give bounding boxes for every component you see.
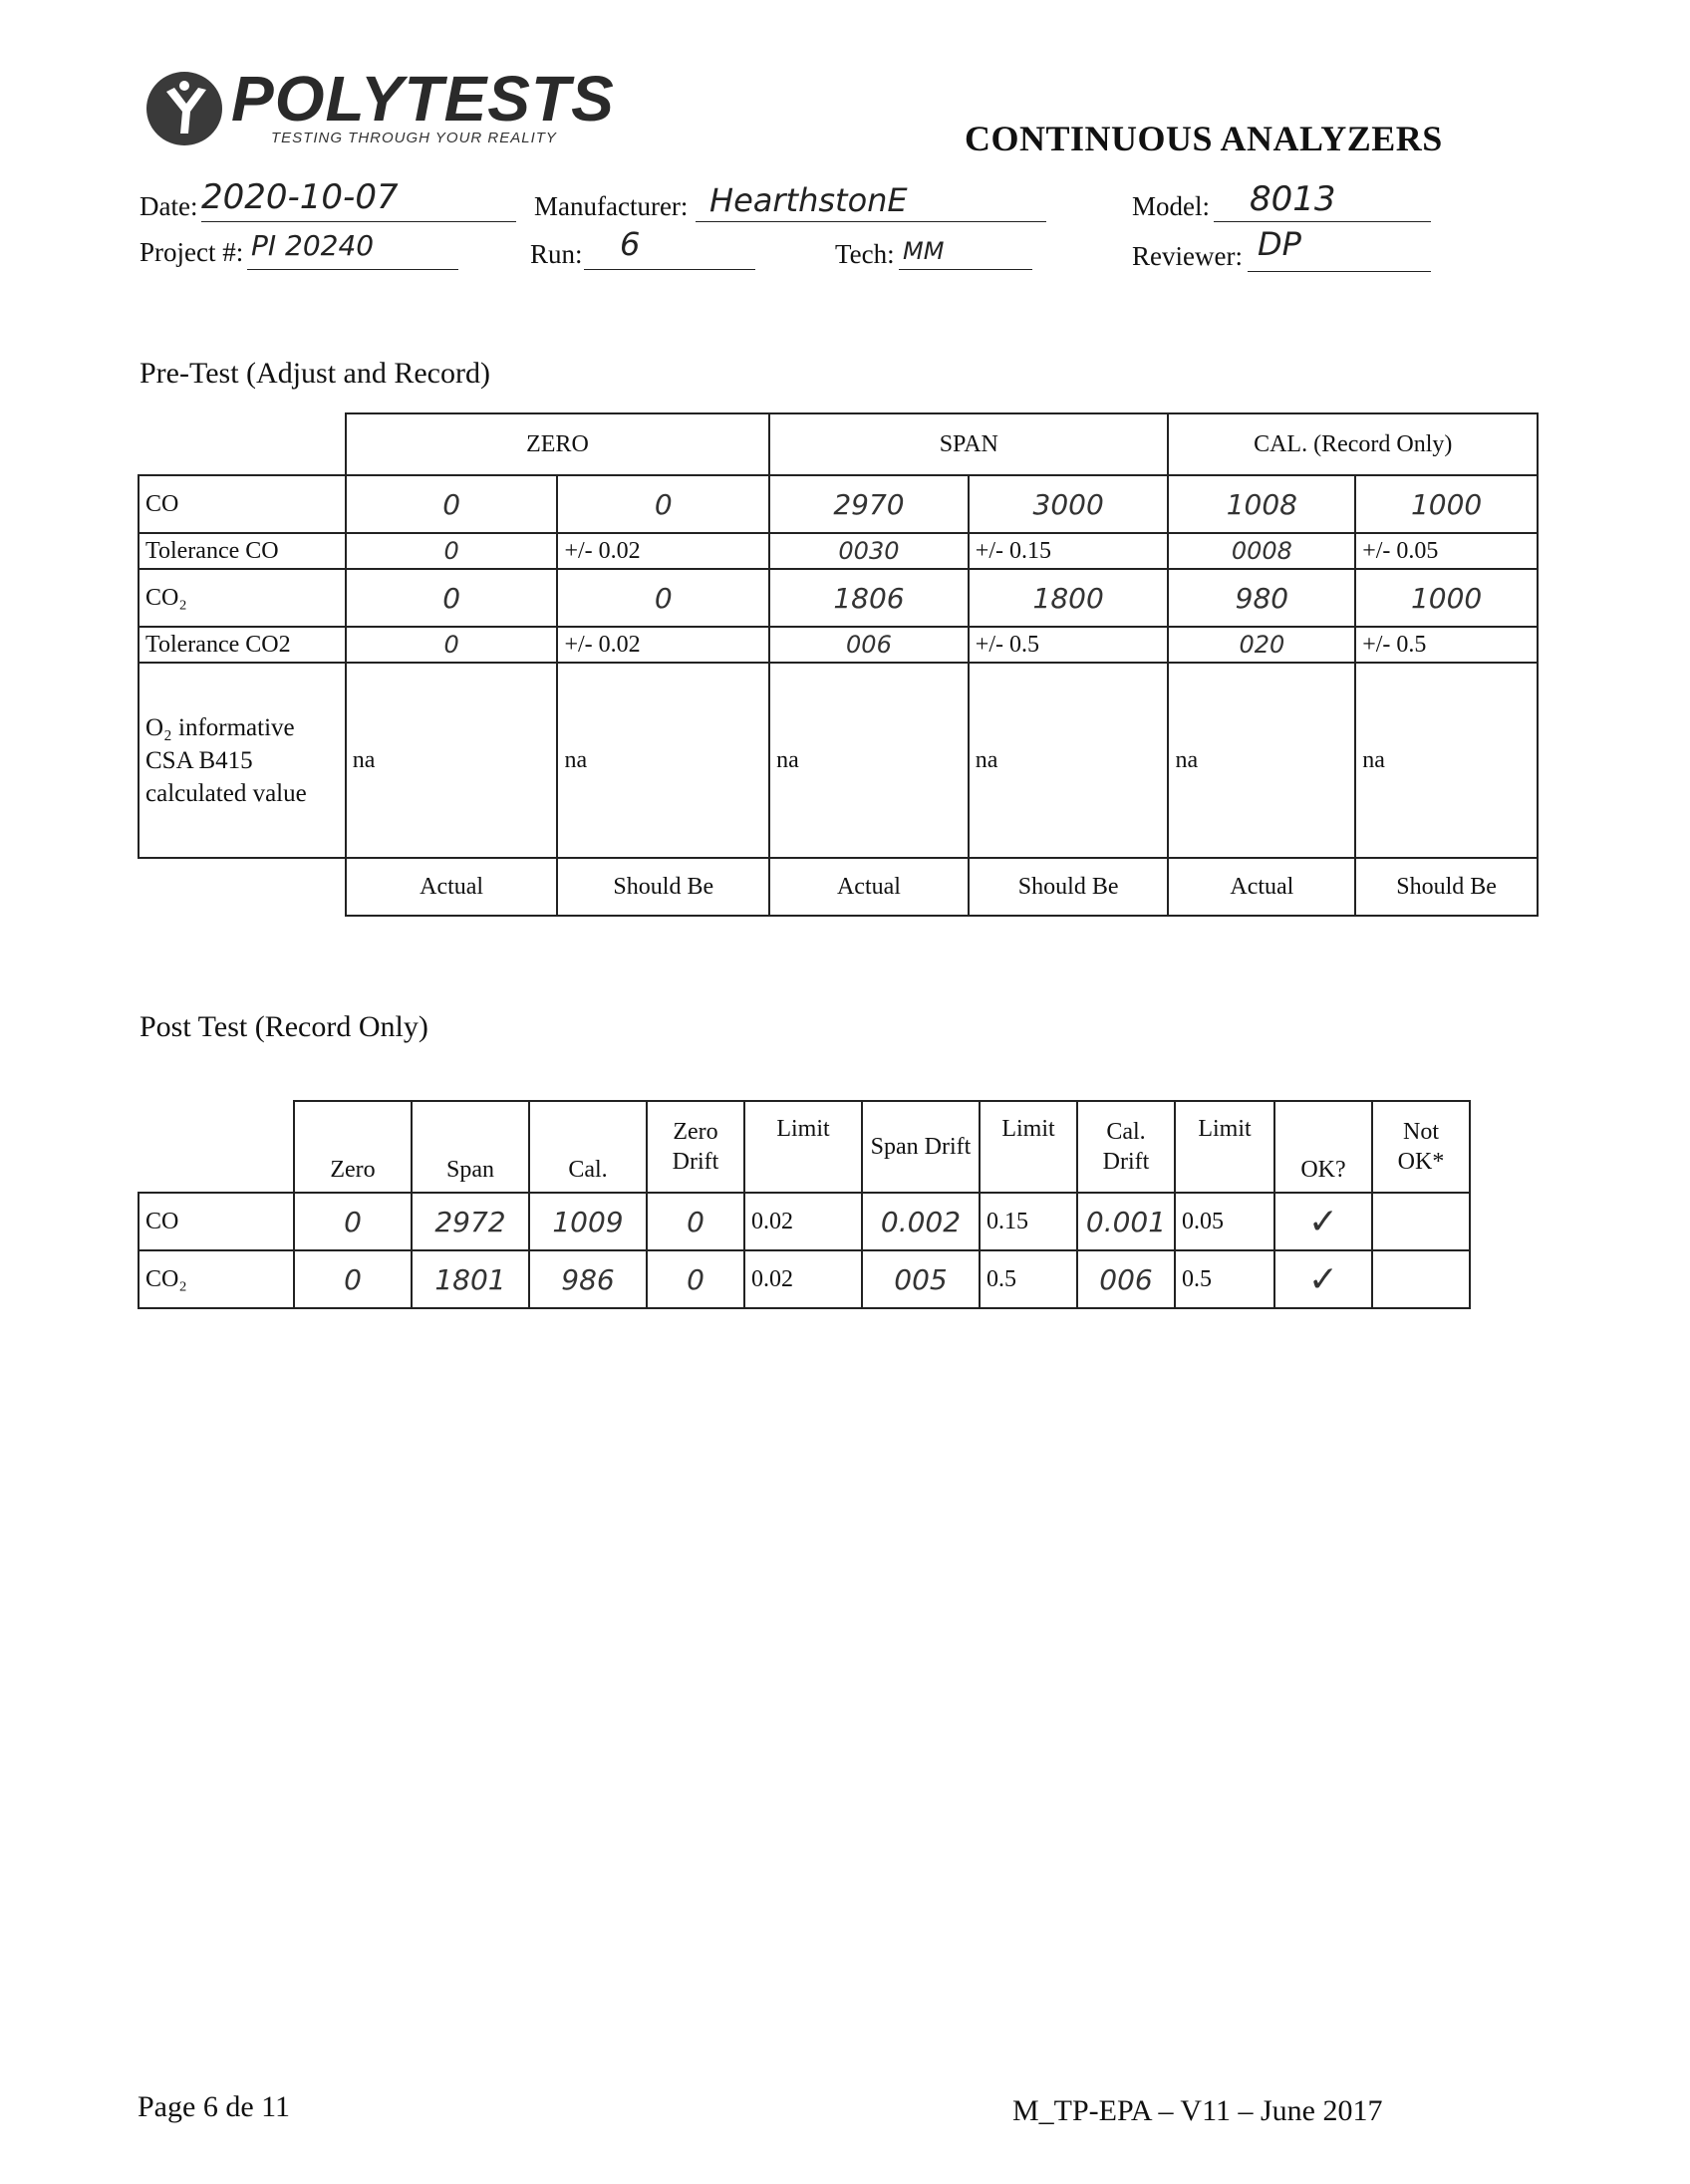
ok-checkmark: ✓ [1274, 1193, 1372, 1250]
header-limit: Limit [744, 1101, 862, 1193]
reviewer-label: Reviewer: [1132, 241, 1243, 271]
cell: 0 [294, 1193, 412, 1250]
cell: 0.05 [1175, 1193, 1274, 1250]
cell: 0 [294, 1250, 412, 1308]
pretest-group-cal: CAL. (Record Only) [1168, 413, 1538, 475]
row-label: O₂ informative CSA B415 calculated value [139, 663, 346, 858]
pretest-group-span: SPAN [769, 413, 1168, 475]
footer-cell: Actual [769, 858, 969, 916]
date-line [201, 221, 516, 222]
cell: 0.02 [744, 1250, 862, 1308]
header-span: Span [412, 1101, 529, 1193]
cell: +/- 0.02 [557, 533, 769, 569]
cell: 0 [346, 475, 558, 533]
header-ok: OK? [1274, 1101, 1372, 1193]
manufacturer-line [696, 221, 1046, 222]
cell: 0.5 [1175, 1250, 1274, 1308]
row-label: CO₂ [139, 569, 346, 627]
cell: 0 [346, 533, 558, 569]
cell: 0 [647, 1250, 744, 1308]
pretest-row-co [139, 475, 1538, 533]
cell: na [346, 663, 558, 858]
cell: 1800 [969, 569, 1169, 627]
cell: 1000 [1355, 475, 1538, 533]
header-limit: Limit [980, 1101, 1077, 1193]
cell: 0.15 [980, 1193, 1077, 1250]
cell: 0.5 [980, 1250, 1077, 1308]
cell: 0 [346, 569, 558, 627]
header-limit: Limit [1175, 1101, 1274, 1193]
cell: 0.02 [744, 1193, 862, 1250]
ok-checkmark: ✓ [1274, 1250, 1372, 1308]
row-label: Tolerance CO2 [139, 627, 346, 663]
cell: 2970 [769, 475, 969, 533]
footer-cell: Actual [346, 858, 558, 916]
date-value: 2020-10-07 [201, 177, 399, 217]
tech-label: Tech: [835, 239, 895, 269]
cell: 0 [647, 1193, 744, 1250]
cell: 0030 [769, 533, 969, 569]
cell: 1806 [769, 569, 969, 627]
cell: 2972 [412, 1193, 529, 1250]
cell [1372, 1250, 1470, 1308]
cell: 006 [1077, 1250, 1175, 1308]
cell: +/- 0.05 [1355, 533, 1538, 569]
pretest-table [138, 412, 1539, 917]
cell: na [1355, 663, 1538, 858]
header-not-ok: Not OK* [1372, 1101, 1470, 1193]
cell [1372, 1193, 1470, 1250]
row-label: CO₂ [139, 1250, 294, 1308]
project-label: Project #: [140, 237, 244, 267]
posttest-title: Post Test (Record Only) [140, 1010, 428, 1043]
model-label: Model: [1132, 191, 1210, 221]
cell: 1000 [1355, 569, 1538, 627]
logo-wordmark: POLYTESTS [231, 63, 615, 135]
footer-cell: Actual [1168, 858, 1355, 916]
row-label: CO [139, 475, 346, 533]
cell: 0 [346, 627, 558, 663]
header-zero-drift: Zero Drift [647, 1101, 744, 1193]
polytests-logo-icon [144, 70, 224, 147]
header-span-drift: Span Drift [862, 1101, 980, 1193]
cell: 980 [1168, 569, 1355, 627]
model-value: 8013 [1250, 179, 1336, 219]
footer-cell: Should Be [1355, 858, 1538, 916]
cell: +/- 0.5 [1355, 627, 1538, 663]
cell: 1801 [412, 1250, 529, 1308]
model-line [1214, 221, 1431, 222]
footer-cell: Should Be [557, 858, 769, 916]
pretest-title: Pre-Test (Adjust and Record) [140, 357, 490, 390]
posttest-corner [139, 1101, 294, 1193]
pretest-row-tolerance-co [139, 533, 1538, 569]
cell: na [969, 663, 1169, 858]
cell: 0.002 [862, 1193, 980, 1250]
run-label: Run: [530, 239, 583, 269]
logo-tagline: TESTING THROUGH YOUR REALITY [271, 130, 557, 146]
pretest-corner [139, 413, 346, 475]
tech-line [899, 269, 1032, 270]
pretest-footer-row [139, 858, 1538, 916]
cell: 3000 [969, 475, 1169, 533]
cell: na [1168, 663, 1355, 858]
project-value: PI 20240 [251, 229, 375, 262]
pretest-footer-corner [139, 858, 346, 916]
pretest-group-zero: ZERO [346, 413, 769, 475]
document-title: CONTINUOUS ANALYZERS [965, 119, 1443, 158]
document-id: M_TP-EPA – V11 – June 2017 [1012, 2094, 1383, 2127]
cell: na [769, 663, 969, 858]
reviewer-value: DP [1258, 225, 1301, 263]
cell: 020 [1168, 627, 1355, 663]
cell: 005 [862, 1250, 980, 1308]
header-cal: Cal. [529, 1101, 647, 1193]
manufacturer-value: HearthstonE [709, 181, 908, 219]
cell: 1009 [529, 1193, 647, 1250]
cell: 0.001 [1077, 1193, 1175, 1250]
run-line [584, 269, 755, 270]
pretest-row-co2 [139, 569, 1538, 627]
date-label: Date: [140, 191, 198, 221]
cell: 0 [557, 475, 769, 533]
posttest-row-co2 [139, 1250, 1470, 1308]
header-zero: Zero [294, 1101, 412, 1193]
reviewer-line [1248, 271, 1431, 272]
cell: +/- 0.5 [969, 627, 1169, 663]
tech-value: MM [903, 237, 945, 265]
project-line [247, 269, 458, 270]
posttest-row-co [139, 1193, 1470, 1250]
cell: 006 [769, 627, 969, 663]
footer-cell: Should Be [969, 858, 1169, 916]
posttest-table [138, 1100, 1471, 1309]
row-label: Tolerance CO [139, 533, 346, 569]
run-value: 6 [620, 225, 641, 263]
cell: 0008 [1168, 533, 1355, 569]
row-label: CO [139, 1193, 294, 1250]
page-number: Page 6 de 11 [138, 2090, 291, 2123]
pretest-row-o2 [139, 663, 1538, 858]
cell: 0 [557, 569, 769, 627]
cell: +/- 0.02 [557, 627, 769, 663]
cell: 1008 [1168, 475, 1355, 533]
manufacturer-label: Manufacturer: [534, 191, 689, 221]
cell: 986 [529, 1250, 647, 1308]
header-cal-drift: Cal. Drift [1077, 1101, 1175, 1193]
pretest-row-tolerance-co2 [139, 627, 1538, 663]
cell: na [557, 663, 769, 858]
cell: +/- 0.15 [969, 533, 1169, 569]
